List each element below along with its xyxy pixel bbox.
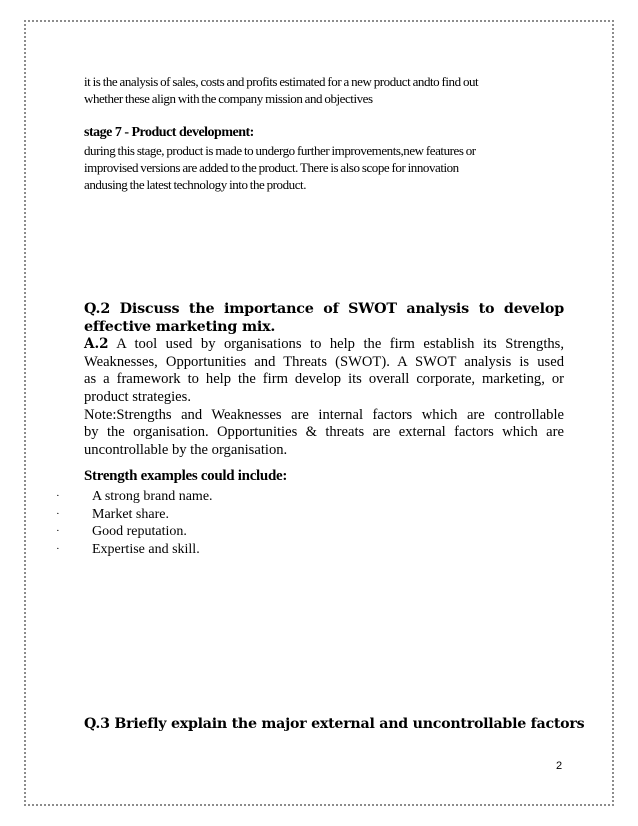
- list-item-text: Expertise and skill.: [92, 541, 200, 557]
- q2-note-line: by the organisation. Opportunities & threats are external factors which are: [84, 424, 564, 441]
- strength-bullet-list: [40, 488, 340, 558]
- list-item: [40, 488, 340, 506]
- list-item-text: Good reputation.: [92, 524, 187, 539]
- q2-note-line: uncontrollable by the organisation.: [84, 441, 288, 458]
- q2-title-line: effective marketing mix.: [84, 318, 276, 335]
- q2-note-line: Note:Strengths and Weaknesses are internal factors which are controllable: [84, 406, 564, 423]
- list-item: [40, 506, 340, 524]
- q2-answer-line: A tool used by organisations to help the firm establish its Strengths,: [108, 336, 564, 353]
- stage7-line: improvised versions are added to the product. There is also scope for innovation: [84, 160, 459, 175]
- q2-answer-line: as a framework to help the firm develop its overall corporate, marketing, or: [84, 371, 564, 388]
- page-number: 2: [556, 760, 563, 772]
- bullet-marker: ·: [56, 542, 60, 555]
- stage7-line: andusing the latest technology into the product.: [84, 177, 306, 192]
- intro-line: it is the analysis of sales, costs and profits estimated for a new product andto find out: [84, 74, 479, 89]
- q3-title: Q.3 Briefly explain the major external and uncontrollable factors: [84, 716, 585, 732]
- intro-paragraph: [84, 73, 564, 107]
- intro-line: whether these align with the company mission and objectives: [84, 91, 373, 106]
- q2-answer-first-line: [84, 336, 564, 354]
- bullet-marker: ·: [56, 525, 60, 537]
- list-item-text: A strong brand name.: [92, 489, 213, 504]
- bullet-marker: ·: [56, 490, 60, 502]
- q2-section: [84, 301, 564, 459]
- list-item-text: Market share.: [92, 506, 169, 522]
- stage7-heading: stage 7 - Product development:: [84, 125, 254, 140]
- q2-answer-line: Weaknesses, Opportunities and Threats (SWOT). A SWOT analysis is used: [84, 353, 564, 370]
- strength-heading: Strength examples could include:: [84, 468, 288, 484]
- q2-title-line: Q.2 Discuss the importance of SWOT analysis to develop: [84, 301, 564, 317]
- stage7-section: [84, 125, 564, 193]
- stage7-line: during this stage, product is made to undergo further improvements,new features or: [84, 143, 476, 158]
- list-item: [40, 523, 340, 541]
- bullet-marker: ·: [56, 507, 60, 520]
- q2-answer-line: product strategies.: [84, 388, 191, 405]
- answer-label: A.2: [84, 336, 109, 353]
- stage7-paragraph: [84, 142, 564, 193]
- list-item: [40, 541, 340, 559]
